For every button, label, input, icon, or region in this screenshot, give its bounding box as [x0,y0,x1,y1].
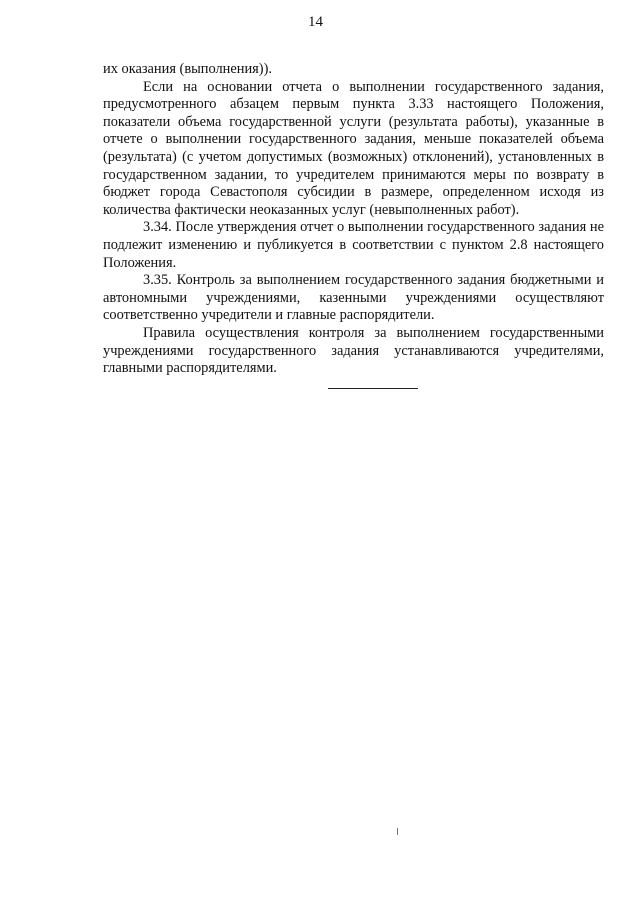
paragraph-continuation: их оказания (выполнения)). [103,61,272,77]
page-number: 14 [308,14,323,30]
scan-artifact-mark [397,828,398,835]
paragraph-3-34: 3.34. После утверждения отчет о выполнении государственного задания не подлежит изменению и публикуется в соответствии с пунктом 2.8 настоящего Положения. [103,219,604,271]
paragraph-subsidy-return: Если на основании отчета о выполнении государственного задания, предусмотренного абзацем первым пункта 3.33 настоящего Положения, показатели объема государственной услуги (результата работы), указанные в отчете о выполнении государственного задания, меньше показателей объема (результата) (с учетом допустимых (возможных) отклонений), установленных в государственном задании, то учредителем принимаются меры по возврату в бюджет города Севастополя субсидии в размере, определенном исходя из количества фактически неоказанных услуг (невыполненных работ). [103,78,604,218]
paragraph-3-35: 3.35. Контроль за выполнением государственного задания бюджетными и автономными учреждениями, казенными учреждениями осуществляют соответственно учредители и главные распорядители. [103,272,604,324]
document-body [103,61,604,378]
paragraph-control-rules: Правила осуществления контроля за выполнением государственными учреждениями государственного задания устанавливаются учредителями, главными распорядителями. [103,324,604,377]
end-of-text-rule [328,388,418,389]
